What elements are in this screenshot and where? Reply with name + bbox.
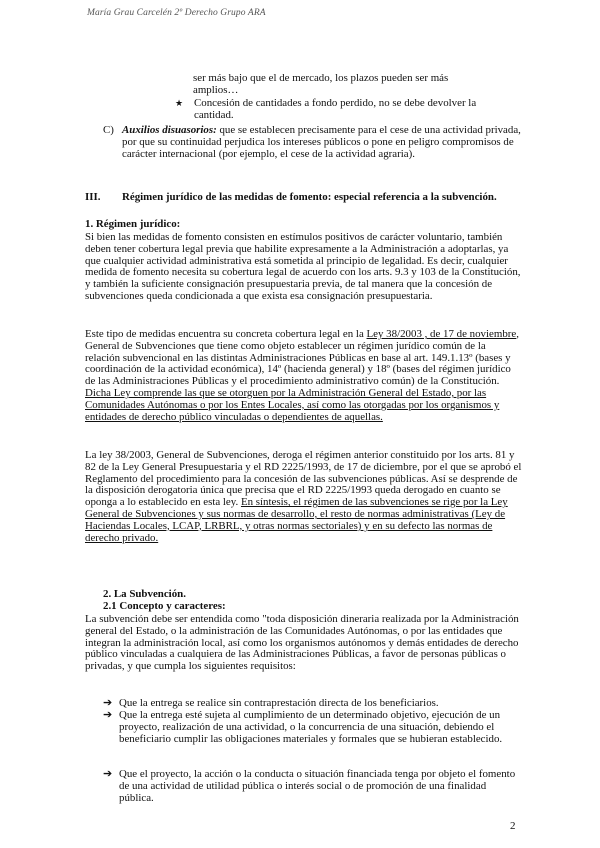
arrow-bullet-icon: ➔ [103,768,113,780]
page-number: 2 [510,820,516,832]
star-bullet-icon: ★ [175,98,184,108]
para3-text-a: La ley 38/2003, General de Subvenciones, deroga el régimen anterior constituido por los arts. 81 y 82 de la Ley General Presupuestaria y el RD 2225/1993, de 17 de diciembre, por el que se aprobó el Reglamento del procedimiento para la concesión de las subvenciones públicas. Así se desprende de la disposición derogatoria única que precisa que el RD 2225/1993 queda derogado en cuanto se oponga a lo establecido en esta ley. [85,449,522,509]
page-header: María Grau Carcelén 2º Derecho Grupo ARA [87,8,266,18]
paragraph-subvencion-definition: La subvención debe ser entendida como "toda disposición dineraria realizada por la Administración general del Estado, o la administración de las Comunidades Autónomas, o por las entidades que integran la administración local, así como los organismos autónomos y demás entidades de derecho público vinculadas a cualquiera de las Administraciones Públicas, a favor de personas públicas o privadas, y que cumpla los siguientes requisitos: [85,613,519,673]
paragraph-ley-38-2003 [85,329,523,423]
para2-text-c: , General de Subvenciones que tiene como objeto establecer un régimen jurídico común de la relación subvencional en las distintas Administraciones Públicas en base al art. 149.1.13º (bases y coordinación de la actividad económica), 14º (hacienda general) y 18º (bases del régimen jurídico de las Administraciones Públicas y el procedimiento administrativo común) de la Constitución. [85,328,519,388]
subsection-title-1: 1. Régimen jurídico: [85,218,181,230]
item-c-label: C) [103,124,114,136]
law-reference: Ley 38/2003 , de 17 de noviembre [366,328,517,340]
subsection-title-2: 2. La Subvención. [103,588,186,600]
requirement-text: Que el proyecto, la acción o la conducta o situación financiada tenga por objeto el fomento de una actividad de utilidad pública o interés social o de promoción de una finalidad pública. [119,768,516,804]
item-c-paragraph [122,125,522,160]
star-item-text: Concesión de cantidades a fondo perdido, no se debe devolver la cantidad. [194,97,477,121]
item-c-title: Auxilios disuasorios: [122,124,217,136]
para2-text-a: Este tipo de medidas encuentra su concreta cobertura legal en la [85,328,367,340]
item-c-text: que se establecen precisamente para el cese de una actividad privada, por que su continuidad perjudica los intereses públicos o pone en peligro compromisos de carácter internacional (por ejemplo, el cese de la actividad agraria). [122,124,521,160]
subsection-title-2-1: 2.1 Concepto y caracteres: [103,600,226,612]
section-number: III. [85,191,101,203]
section-title: Régimen jurídico de las medidas de fomento: especial referencia a la subvención. [122,191,497,203]
continuation-line-2: amplios… [193,84,239,96]
summary-statement: En síntesis, el régimen de las subvenciones se rige por la Ley General de Subvenciones y sus normas de desarrollo, el resto de normas administrativas (Ley de Haciendas Locales, LCAP, LRBRL, y otras normas sectoriales) y en su defecto las normas de derecho privado. [85,496,508,544]
paragraph-legal-coverage: Si bien las medidas de fomento consisten en estímulos positivos de carácter voluntario, también deben tener cobertura legal previa que habilite expresamente a la Administración a adoptarlas, ya que cualquier actividad administrativa está sometida al principio de legalidad. Es decir, cualquier medida de fomento necesita su cobertura legal de acuerdo con los arts. 9.3 y 103 de la Constitución, y también la suficiente consignación presupuestaria previa, de tal manera que la concesión de subvenciones queda condicionada a que exista esa consignación presupuestaria. [85,231,521,302]
requirement-text: Que la entrega se realice sin contraprestación directa de los beneficiarios. [119,697,439,709]
requirement-text: Que la entrega esté sujeta al cumplimiento de un determinado objetivo, ejecución de un proyecto, realización de una actividad, o la concurrencia de una situación, debiendo el beneficiario cumplir las obligaciones materiales y formales que se hubieran establecido. [119,709,503,745]
continuation-line-1: ser más bajo que el de mercado, los plazos pueden ser más [193,72,449,84]
arrow-bullet-icon: ➔ [103,709,113,721]
paragraph-derogation [85,450,523,544]
arrow-bullet-icon: ➔ [103,697,113,709]
scope-statement: Dicha Ley comprende las que se otorguen por la Administración General del Estado, por las Comunidades Autónomas o por los Entes Locales, así como las otorgadas por los organismos y entidades de derecho público vinculadas o dependientes de aquellas. [85,386,500,423]
